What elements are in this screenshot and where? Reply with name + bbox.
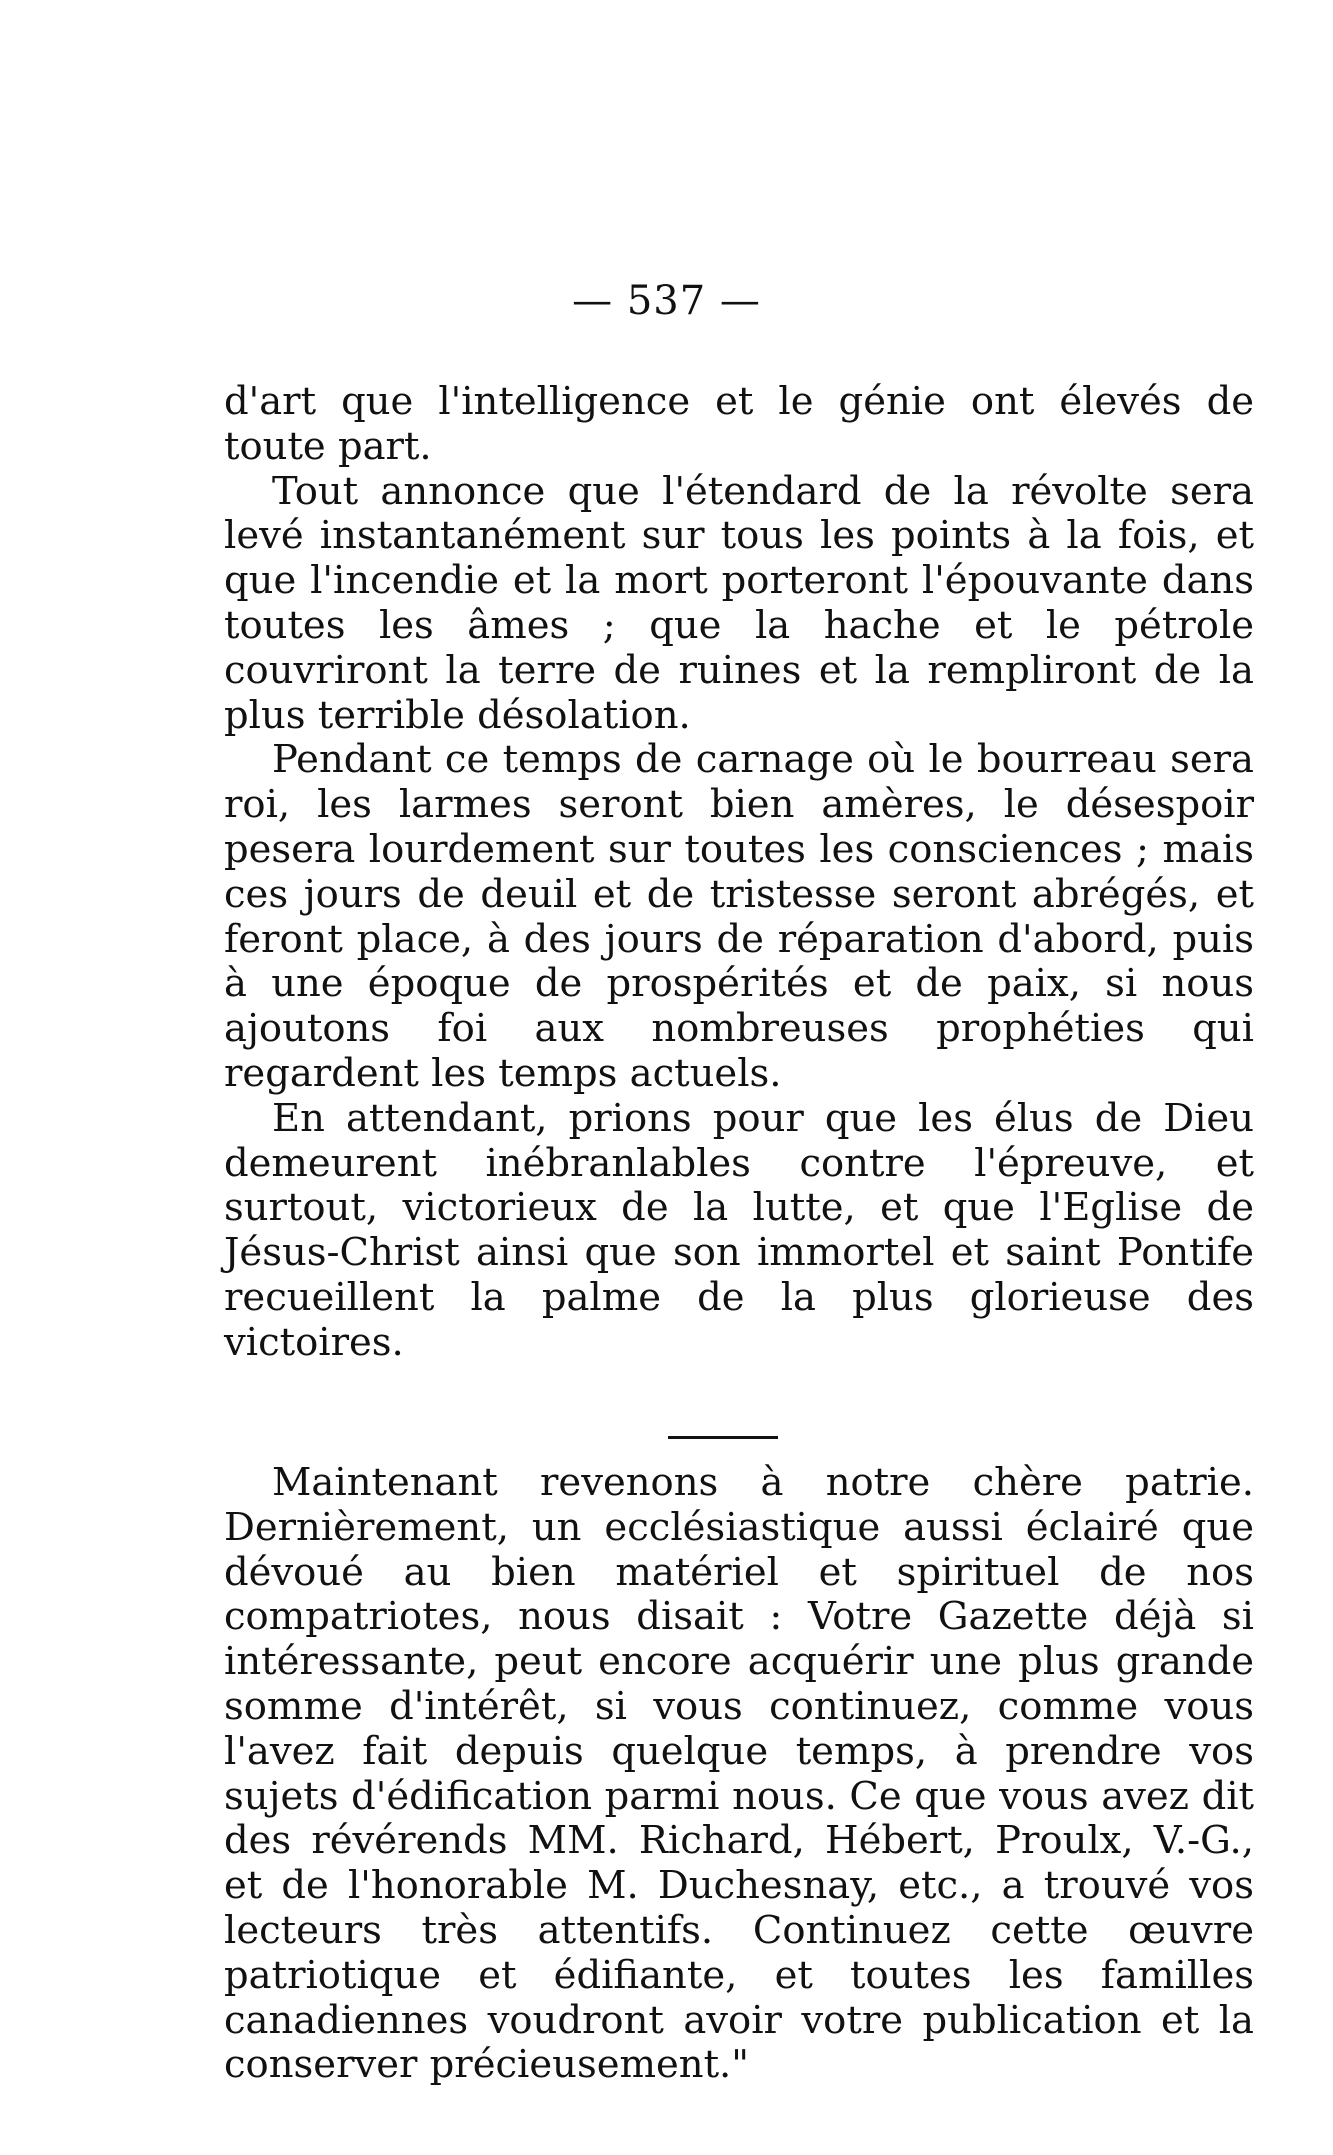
text-block-upper	[224, 380, 1254, 1366]
page-number: — 537 —	[572, 278, 761, 324]
section-divider	[668, 1436, 778, 1439]
paragraph-revolt: Tout annonce que l'étendard de la révolte sera levé instantanément sur tous les points à la fois, et que l'incendie et la mort porteront l'épouvante dans toutes les âmes ; que la hache et le pétrole couvriront la terre de ruines et la rempliront de la plus terrible désolation.	[224, 468, 1254, 738]
paragraph-patrie: Maintenant revenons à notre chère patrie. Dernièrement, un ecclésiastique aussi éclairé que dévoué au bien matériel et spirituel de nos compatriotes, nous disait : Votre Gazette déjà si intéressante, peut encore acquérir une plus grande somme d'intérêt, si vous continuez, comme vous l'avez fait depuis quelque temps, à prendre vos sujets d'édification parmi nous. Ce que vous avez dit des révérends MM. Richard, Hébert, Proulx, V.-G., et de l'honorable M. Duchesnay, etc., a trouvé vos lecteurs très attentifs. Continuez cette œuvre patriotique et édifiante, et toutes les familles canadiennes voudront avoir votre publication et la conserver précieusement."	[224, 1460, 1254, 2088]
paragraph-prayer: En attendant, prions pour que les élus de Dieu demeurent inébranlables contre l'épreuve, et surtout, victorieux de la lutte, et que l'Eglise de Jésus-Christ ainsi que son immortel et saint Pontife recueillent la palme de la plus glorieuse des victoires.	[224, 1095, 1254, 1365]
paragraph-carnage: Pendant ce temps de carnage où le bourreau sera roi, les larmes seront bien amères, le désespoir pesera lourdement sur toutes les consciences ; mais ces jours de deuil et de tristesse seront abrégés, et feront place, à des jours de réparation d'abord, puis à une époque de prospérités et de paix, si nous ajoutons foi aux nombreuses prophéties qui regardent les temps actuels.	[224, 737, 1254, 1096]
paragraph-continuation: d'art que l'intelligence et le génie ont élevés de toute part.	[224, 379, 1254, 469]
text-block-lower	[224, 1461, 1254, 2088]
